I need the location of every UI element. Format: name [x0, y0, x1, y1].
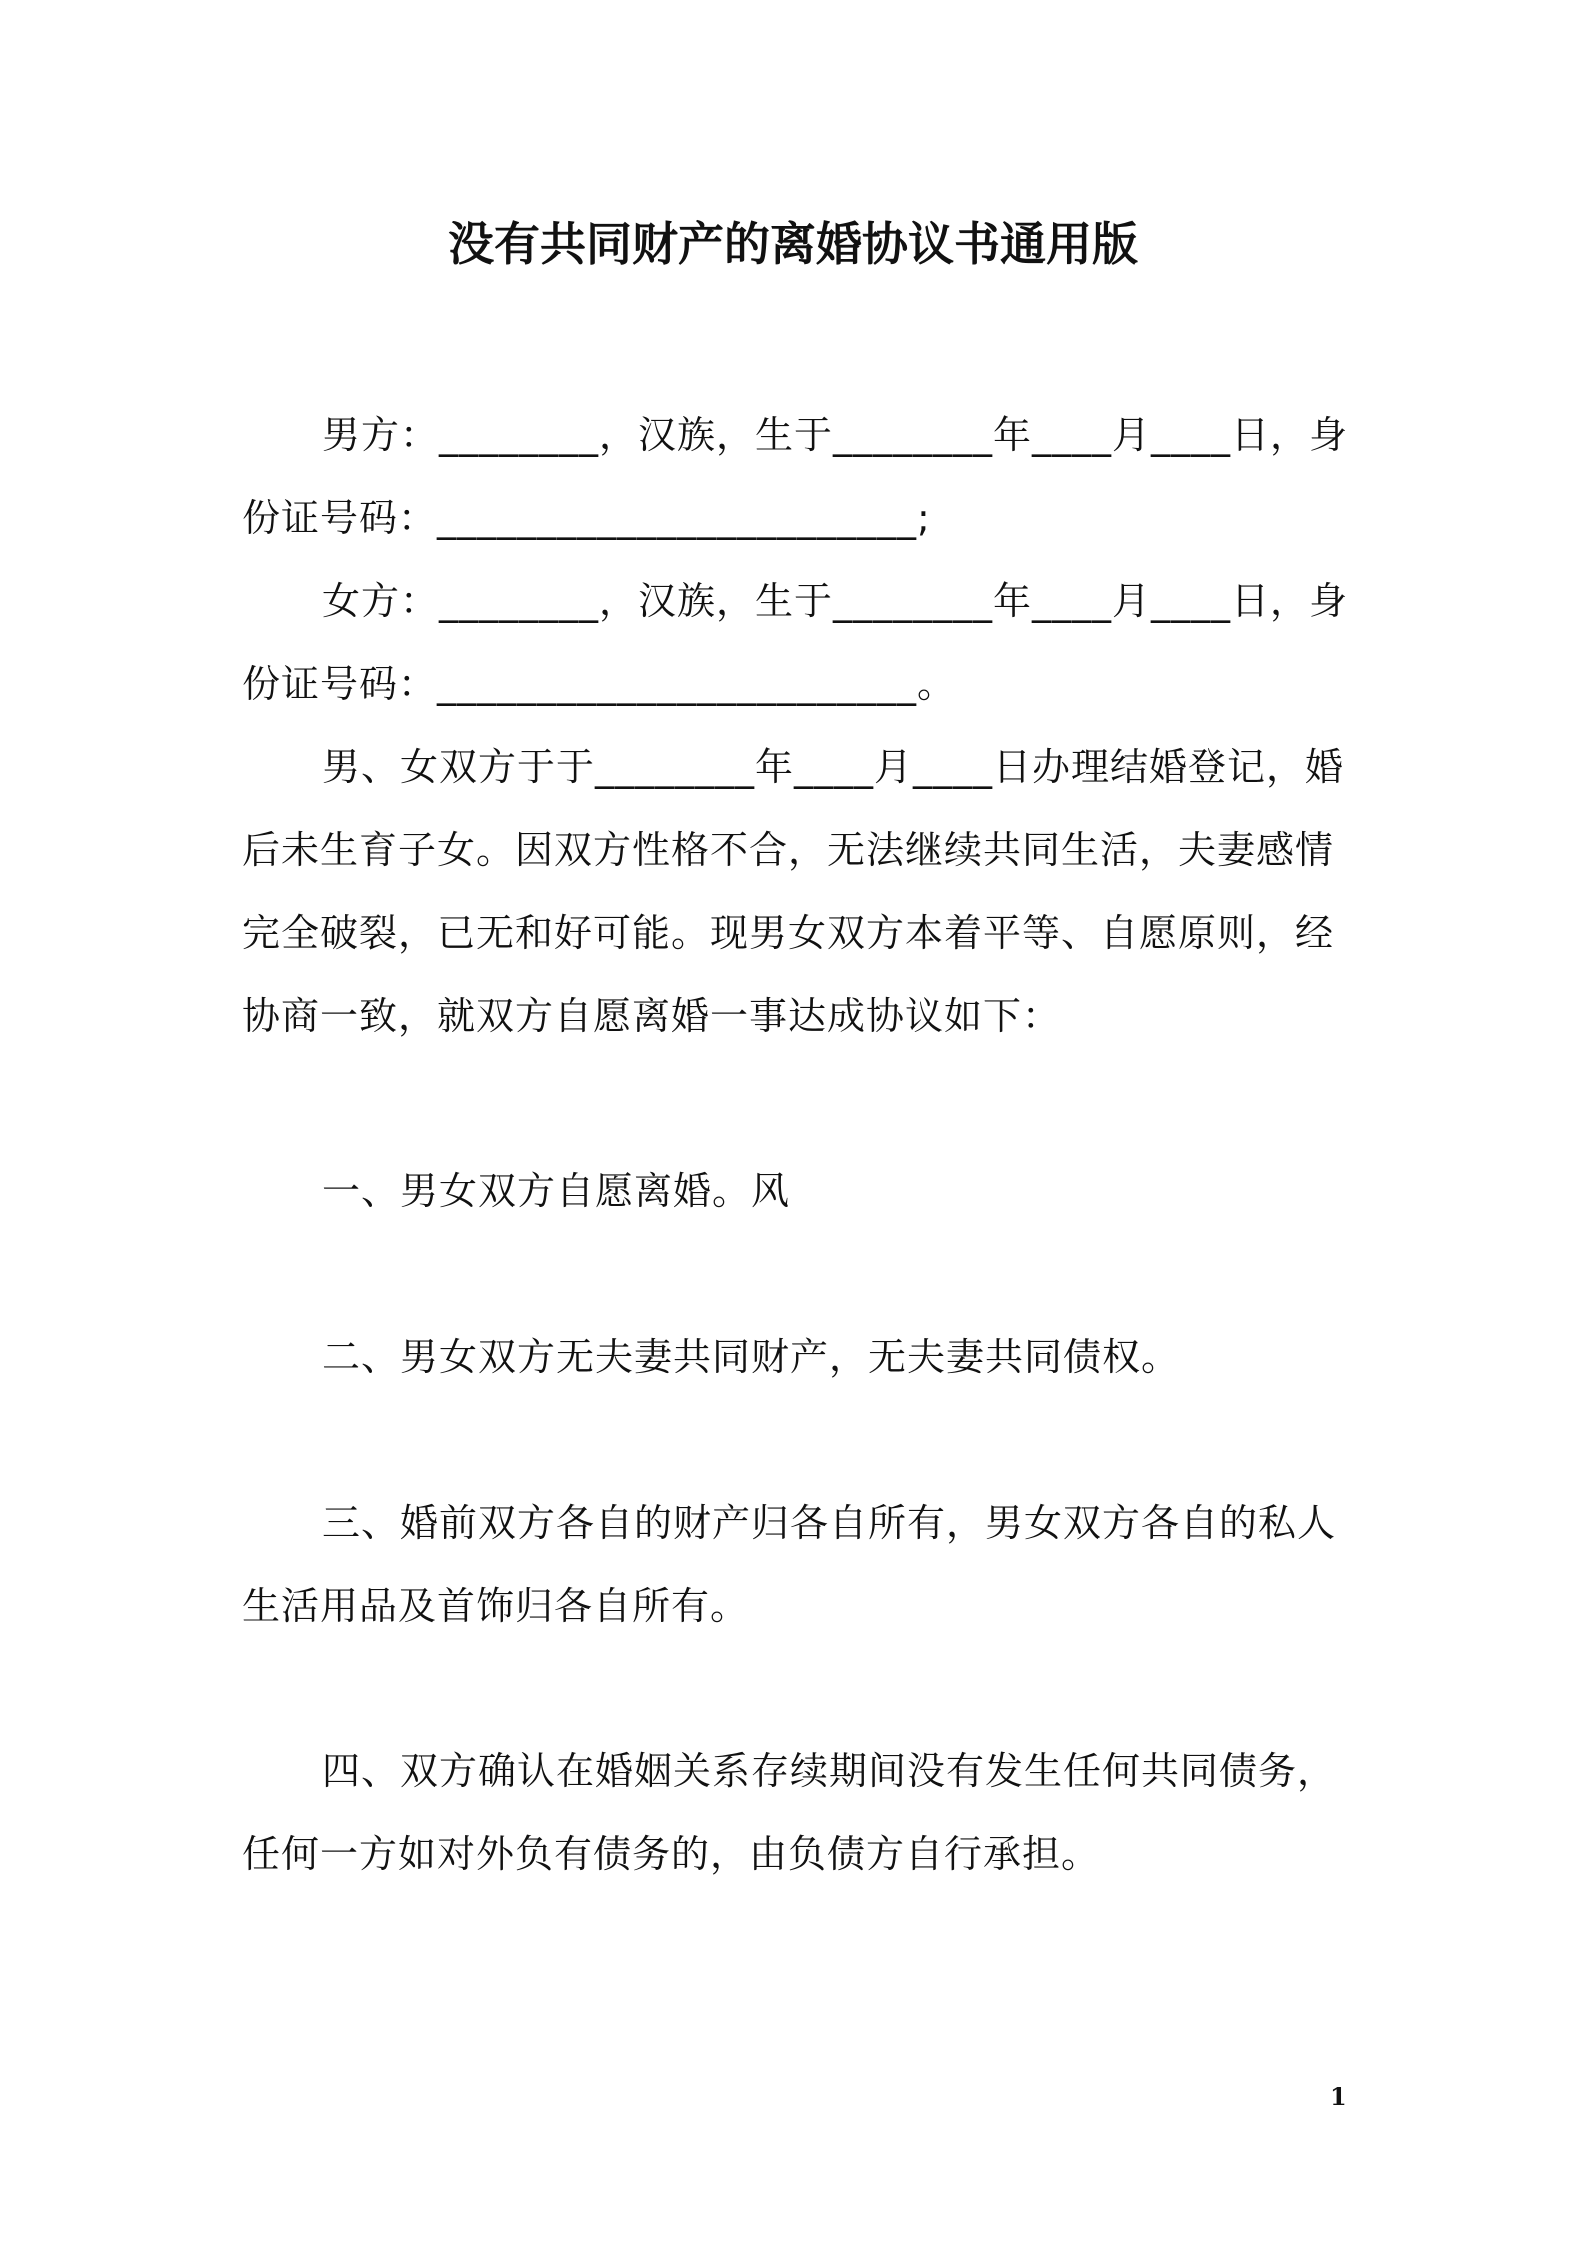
paragraph-marriage-background: 男、女双方于于________年____月____日办理结婚登记，婚后未生育子女。因双方性格不合，无法继续共同生活，夫妻感情完全破裂，已无和好可能。现男女双方本着平等、自愿原则，经协商一致，就双方自愿离婚一事达成协议如下： [242, 745, 1345, 1038]
clause-one: 一、男女双方自愿离婚。风 [322, 1169, 791, 1213]
paragraph-female-party: 女方：________，汉族，生于________年____月____日，身份证号码：________________________。 [242, 579, 1349, 706]
clause-four: 四、双方确认在婚姻关系存续期间没有发生任何共同债务，任何一方如对外负有债务的，由负债方自行承担。 [242, 1749, 1337, 1876]
clause-two: 二、男女双方无夫妻共同财产，无夫妻共同债权。 [322, 1335, 1181, 1379]
document-title: 没有共同财产的离婚协议书通用版 [448, 217, 1138, 271]
clause-three: 三、婚前双方各自的财产归各自所有，男女双方各自的私人生活用品及首饰归各自所有。 [242, 1501, 1337, 1628]
page-number: 1 [1330, 2082, 1347, 2111]
paragraph-male-party: 男方：________，汉族，生于________年____月____日，身份证号码：________________________; [242, 413, 1349, 540]
